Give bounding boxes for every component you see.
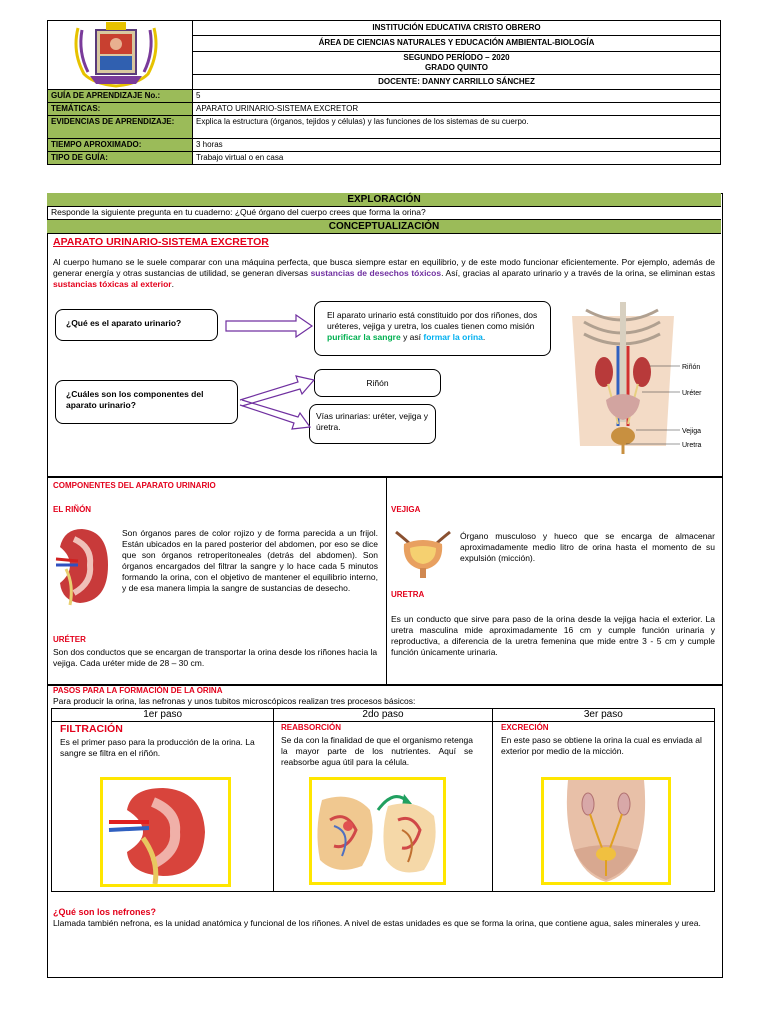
excretion-body-illustration (544, 780, 668, 882)
ureter-title: URÉTER (53, 635, 86, 644)
exploration-title: EXPLORACIÓN (47, 193, 721, 207)
period-text: SEGUNDO PERÍODO – 2020 (403, 52, 510, 62)
filtration-kidney-illustration (103, 780, 228, 884)
row-value-time: 3 horas (193, 139, 721, 152)
answer1-text-3: . (482, 332, 486, 342)
urethra-text: Es un conducto que sirve para paso de la orina desde la vejiga hacia el exterior. La uretra masculina mide aproximadamente 16 cm y cumple función urinaria y reproductiva, a diferencia de la uretra femenina que mide entre 3 - 5 cm y cumple función únicamente urinaria. (391, 614, 715, 657)
school-crest-logo (70, 22, 162, 88)
bladder-illustration (392, 522, 454, 580)
area-name: ÁREA DE CIENCIAS NATURALES Y EDUCACIÓN AMBIENTAL-BIOLOGÍA (193, 36, 721, 51)
row-value-topics: APARATO URINARIO-SISTEMA EXCRETOR (193, 103, 721, 116)
concept-title: CONCEPTUALIZACIÓN (47, 219, 721, 234)
intro-highlight-1: sustancias de desechos tóxicos (310, 268, 442, 278)
row-value-guide: 5 (193, 90, 721, 103)
intro-text-2: . Así, gracias al aparato urinario y a través de la orina, se eliminan estas (441, 268, 715, 278)
urethra-title: URETRA (391, 590, 425, 599)
kidney-illustration (52, 525, 114, 607)
institution-name: INSTITUCIÓN EDUCATIVA CRISTO OBRERO (193, 21, 721, 36)
row-value-evidence: Explica la estructura (órganos, tejidos y células) y las funciones de los sistemas de su cuerpo. (193, 116, 721, 139)
step3-text: En este paso se obtiene la orina la cual es enviada al exterior por medio de la micción. (501, 735, 702, 756)
steps-title: PASOS PARA LA FORMACIÓN DE LA ORINA (53, 686, 223, 695)
diagram-label-kidney: Riñón (682, 364, 701, 371)
concept-intro (53, 257, 715, 290)
grade-text: GRADO QUINTO (425, 62, 488, 72)
kidney-text: Son órganos pares de color rojizo y de forma parecida a un frijol. Están ubicados en la pared posterior del abdomen, por eso se dice que son órganos retroperitoneales (detrás del abdomen). Son órganos encargados del filtrar la sangre y lo hace cada 5 minutos formando la orina, con el objetivo de mantener el equilibrio interno, y de esa manera limpia la sangre de sustancias de desecho. (122, 528, 378, 593)
period-grade (193, 51, 721, 74)
answer1-highlight-2: formar la orina (423, 332, 483, 342)
exploration-question: Responde la siguiente pregunta en tu cuaderno: ¿Qué órgano del cuerpo crees que forma la orina? (51, 207, 426, 217)
step2-name: REABSORCIÓN (281, 723, 342, 732)
answer-box-urinary-tract: Vías urinarias: uréter, vejiga y úretra. (309, 404, 436, 444)
row-label-time: TIEMPO APROXIMADO: (48, 139, 193, 152)
step2-text: Se da con la finalidad de que el organismo retenga la mayor parte de los nutrientes. Aquí se reabsorbe agua útil para la célula. (281, 735, 473, 767)
answer-box-kidney: Riñón (314, 369, 441, 397)
arrow-up-right-icon (240, 376, 314, 406)
arrow-down-right-icon (240, 400, 310, 429)
nephrons-text: Llamada también nefrona, es la unidad anatómica y funcional de los riñones. A nivel de estas unidades es que se forma la orina, que contiene agua, sales minerales y urea. (53, 918, 701, 928)
step1-text: Es el primer paso para la producción de la orina. La sangre se filtra en el riñón. (60, 737, 255, 758)
row-label-evidence: EVIDENCIAS DE APRENDIZAJE: (48, 116, 193, 139)
answer-box-1 (314, 301, 551, 356)
diagram-label-urethra: Uretra (682, 442, 702, 449)
step3-image-frame (541, 777, 671, 885)
intro-highlight-2: sustancias tóxicas al exterior (53, 279, 172, 289)
arrows-graphic (222, 305, 318, 445)
components-title: COMPONENTES DEL APARATO URINARIO (53, 481, 216, 490)
question-box-2: ¿Cuáles son los componentes del aparato urinario? (55, 380, 238, 424)
reabsorption-illustration (312, 780, 443, 882)
diagram-label-ureter: Uréter (682, 390, 702, 397)
kidney-title: EL RIÑÓN (53, 505, 92, 514)
row-value-type: Trabajo virtual o en casa (193, 152, 721, 165)
step3-header: 3er paso (492, 709, 714, 722)
step1-image-frame (100, 777, 231, 887)
diagram-label-bladder: Vejiga (682, 428, 702, 435)
step1-header: 1er paso (52, 709, 274, 722)
row-label-guide: GUÍA DE APRENDIZAJE No.: (48, 90, 193, 103)
step1-name: FILTRACIÓN (60, 723, 123, 735)
step2-image-frame (309, 777, 446, 885)
step1-underline (95, 891, 231, 892)
urinary-system-diagram (566, 296, 716, 456)
ureter-text: Son dos conductos que se encargan de transportar la orina desde los riñones hacia la vejiga. Cada uréter mide de 28 – 30 cm. (53, 647, 378, 668)
teacher-name: DOCENTE: DANNY CARRILLO SÁNCHEZ (193, 74, 721, 89)
step2-header: 2do paso (274, 709, 492, 722)
components-divider (386, 476, 387, 684)
question-box-1: ¿Qué es el aparato urinario? (55, 309, 218, 341)
intro-text-1: Al cuerpo humano se le suele comparar con una máquina perfecta, que busca siempre estar en equilibrio, y de este modo funcionar eficientemente. Por ejemplo, además de generar energía y otras sustancias de utilidad, se generan diversas (53, 257, 715, 278)
answer1-highlight-1: purificar la sangre (327, 332, 401, 342)
step3-name: EXCRECIÓN (501, 723, 549, 732)
nephrons-question: ¿Qué son los nefrones? (53, 907, 157, 917)
intro-text-3: . (171, 279, 174, 289)
answer1-text-1: El aparato urinario está constituido por dos riñones, dos uréteres, vejiga y uretra, los cuales tienen como misión (327, 310, 538, 331)
row-label-topics: TEMÁTICAS: (48, 103, 193, 116)
steps-intro: Para producir la orina, las nefronas y unos tubitos microscópicos realizan tres procesos básicos: (53, 696, 416, 706)
row-label-type: TIPO DE GUÍA: (48, 152, 193, 165)
answer1-text-2: y así (400, 332, 424, 342)
bladder-text: Órgano musculoso y hueco que se encarga de almacenar aproximadamente medio litro de orina hasta el momento de su expulsión (micción). (460, 531, 715, 563)
concept-heading: APARATO URINARIO-SISTEMA EXCRETOR (53, 236, 269, 248)
bladder-title: VEJIGA (391, 505, 421, 514)
arrow-right-icon (226, 315, 312, 337)
